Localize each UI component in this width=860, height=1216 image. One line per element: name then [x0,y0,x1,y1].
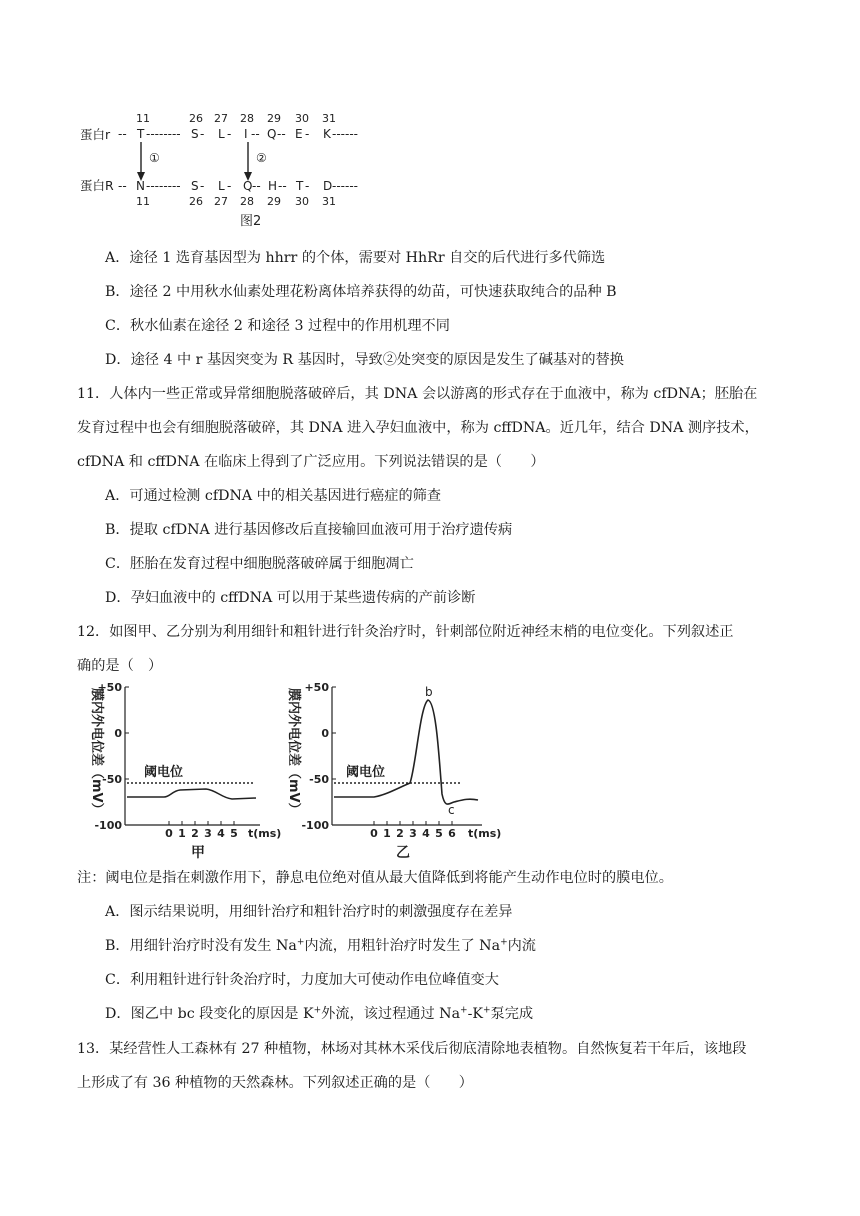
x-tick: 1 [178,827,186,840]
x-tick: 2 [191,827,199,840]
y-tick: -50 [309,773,329,786]
protein-r-label: 蛋白r [80,127,111,142]
bottom-number: 29 [267,195,281,208]
y-tick: -100 [94,819,122,832]
point-b-label: b [425,685,433,699]
x-tick: 6 [448,827,456,840]
residue: T [137,127,145,141]
svg-text:-: - [227,179,232,193]
figure-2-protein-sequence [70,108,390,230]
residue: L [218,179,225,193]
bottom-number: 30 [295,195,309,208]
svg-text:--: -- [278,179,287,193]
q13-stem-line-2: 上形成了有 36 种植物的天然森林。下列叙述正确的是（ ） [77,1075,473,1091]
graph-jia [74,676,290,862]
x-tick: 0 [370,827,378,840]
q11-option-b: B．提取 cfDNA 进行基因修改后直接输回血液可用于治疗遗传病 [105,522,513,538]
q12-option-d: D．图乙中 bc 段变化的原因是 K+外流，该过程通过 Na+-K+泵完成 [105,1005,534,1022]
q13-stem-line-1: 13．某经营性人工森林有 27 种植物，林场对其林木采伐后彻底清除地表植物。自然恢复若干年后，该地段 [77,1041,747,1057]
svg-text:-: - [227,127,232,141]
y-axis-label: 膜内外电位差（mV） [89,688,104,816]
top-number: 27 [214,112,228,125]
x-tick: 4 [217,827,225,840]
arrow-2-label: ② [256,151,267,165]
residue: S [191,127,199,141]
point-c-label: c [448,803,455,817]
svg-text:--------: -------- [146,179,181,193]
residue: S [191,179,199,193]
q12-option-c: C．利用粗针进行针灸治疗时，力度加大可使动作电位峰值变大 [105,972,499,988]
q12-option-a: A．图示结果说明，用细针治疗和粗针治疗时的刺激强度存在差异 [105,904,513,920]
x-tick: 3 [409,827,417,840]
residue: Q [243,179,253,193]
svg-text:--: -- [252,179,261,193]
svg-text:--: -- [118,127,127,141]
q11-option-c: C．胚胎在发育过程中细胞脱落破碎属于细胞凋亡 [105,556,414,572]
q10-option-a: A．途径 1 选育基因型为 hhrr 的个体，需要对 HhRr 自交的后代进行多代筛选 [105,250,606,266]
q11-stem-line-2: 发育过程中也会有细胞脱落破碎，其 DNA 进入孕妇血液中，称为 cffDNA。近几年，结合 DNA 测序技术， [77,420,759,436]
svg-text:--: -- [118,179,127,193]
top-number: 26 [189,112,203,125]
bottom-number: 27 [214,195,228,208]
svg-text:--: -- [277,127,286,141]
svg-text:--: -- [251,127,260,141]
svg-text:------: ------ [332,127,358,141]
y-tick: +50 [97,681,122,694]
q12-note: 注：阈电位是指在刺激作用下，静息电位绝对值从最大值降低到将能产生动作电位时的膜电位。 [77,870,673,886]
residue: N [136,179,145,193]
y-tick: -100 [301,819,329,832]
y-axis-label: 膜内外电位差（mV） [286,688,301,816]
threshold-label: 阈电位 [144,765,184,780]
svg-text:-: - [305,127,310,141]
q11-option-a: A．可通过检测 cfDNA 中的相关基因进行癌症的筛查 [105,488,442,504]
q12-stem-line-2: 确的是（ ） [77,658,163,674]
potential-curve [127,789,256,799]
x-unit: t(ms) [248,827,282,840]
svg-text:-: - [200,179,205,193]
graph-caption: 乙 [396,845,410,861]
svg-text:------: ------ [332,179,358,193]
x-tick: 1 [383,827,391,840]
y-tick: 0 [114,727,122,740]
x-tick: 5 [230,827,238,840]
x-tick: 3 [204,827,212,840]
residue: H [268,179,278,193]
protein-R-label: 蛋白R [80,178,114,193]
residue: E [295,127,303,141]
svg-text:-: - [200,127,205,141]
threshold-label: 阈电位 [346,765,386,780]
x-tick: 5 [435,827,443,840]
residue: T [296,179,304,193]
x-tick: 4 [422,827,430,840]
top-number: 31 [322,112,336,125]
top-number: 11 [136,112,150,125]
arrow-1-label: ① [149,151,160,165]
y-tick: 0 [321,727,329,740]
residue: D [323,179,333,193]
x-tick: 0 [165,827,173,840]
bottom-number: 31 [322,195,336,208]
bottom-number: 28 [240,195,254,208]
q10-option-c: C．秋水仙素在途径 2 和途径 3 过程中的作用机理不同 [105,318,450,334]
x-tick: 2 [396,827,404,840]
action-potential-curve [334,700,478,804]
graph-caption: 甲 [191,845,205,861]
residue: Q [267,127,277,141]
q11-stem-line-3: cfDNA 和 cffDNA 在临床上得到了广泛应用。下列说法错误的是（ ） [77,454,545,470]
graph-yi [282,676,512,862]
q10-option-d: D．途径 4 中 r 基因突变为 R 基因时，导致②处突变的原因是发生了碱基对的替换 [105,352,624,368]
y-tick: +50 [304,681,329,694]
residue: L [218,127,225,141]
bottom-number: 26 [189,195,203,208]
figure-caption: 图2 [240,214,262,229]
top-number: 30 [295,112,309,125]
x-unit: t(ms) [468,827,502,840]
q11-option-d: D．孕妇血液中的 cffDNA 可以用于某些遗传病的产前诊断 [105,590,476,606]
residue: I [244,127,248,141]
y-tick: -50 [102,773,122,786]
svg-text:--------: -------- [146,127,181,141]
q11-stem-line-1: 11．人体内一些正常或异常细胞脱落破碎后，其 DNA 会以游离的形式存在于血液中，称为 cfDNA；胚胎在 [77,386,758,402]
svg-text:-: - [305,179,310,193]
top-number: 29 [267,112,281,125]
q12-option-b: B．用细针治疗时没有发生 Na+内流，用粗针治疗时发生了 Na+内流 [105,937,536,954]
bottom-number: 11 [136,195,150,208]
residue: K [323,127,331,141]
q12-stem-line-1: 12．如图甲、乙分别为利用细针和粗针进行针灸治疗时，针刺部位附近神经末梢的电位变化。下列叙述正 [77,624,734,640]
top-number: 28 [240,112,254,125]
q10-option-b: B．途径 2 中用秋水仙素处理花粉离体培养获得的幼苗，可快速获取纯合的品种 B [105,284,617,300]
